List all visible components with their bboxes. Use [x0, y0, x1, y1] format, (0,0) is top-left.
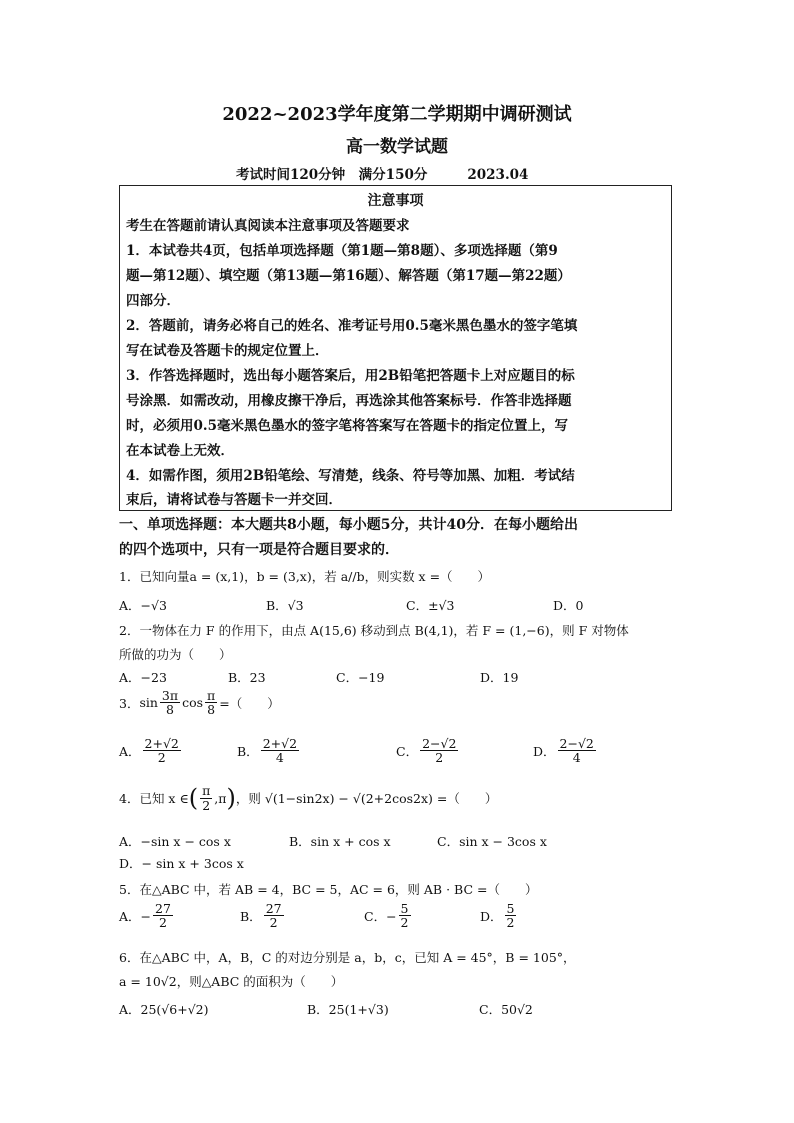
section-heading-cont: 的四个选项中，只有一项是符合题目要求的． [119, 542, 399, 558]
notice-line: 考生在答题前请认真阅读本注意事项及答题要求 [126, 218, 410, 234]
q4-option-d: D．− sin x + 3cos x [119, 856, 244, 871]
q1-condition: ，若 a//b，则实数 x =（ ） [311, 569, 491, 584]
q5-option-a: A．− $\frac{27}{2}$ [119, 901, 171, 931]
notice-line: 时，必须用0.5毫米黑色墨水的签字笔将答案写在答题卡的指定位置上，写 [126, 418, 568, 434]
q3-option-a: A． $\frac{2+√2}{2}$ [119, 736, 179, 766]
q5-option-b: B． $\frac{27}{2}$ [240, 901, 282, 931]
q6-option-c: C．50√2 [479, 1002, 533, 1017]
question-2-cont: 所做的功为（ ） [119, 647, 232, 662]
q1-vector-b: b = (3,x) [256, 569, 312, 584]
q1-option-d: D．0 [553, 598, 584, 613]
notice-line: 3．作答选择题时，选出每小题答案后，用2B铅笔把答题卡上对应题目的标 [126, 368, 575, 384]
q3-option-c: C． $\frac{2-√2}{2}$ [396, 736, 457, 766]
q3-sin: sin [139, 695, 158, 711]
notice-line: 1．本试卷共4页，包括单项选择题（第1题—第8题）、多项选择题（第9 [126, 243, 558, 259]
q3-fraction-2: $\frac{\pi}{8}$ [207, 688, 216, 718]
notice-line: 号涂黑．如需改动，用橡皮擦干净后，再选涂其他答案标号．作答非选择题 [126, 393, 572, 409]
notice-box [119, 185, 672, 511]
q1-option-a: A．−√3 [119, 598, 167, 613]
q4-fraction: $\frac{\pi}{2}$ [202, 783, 211, 813]
q3-tail: =（ ） [219, 695, 280, 711]
exam-title: 2022~2023学年度第二学期期中调研测试 [222, 104, 572, 125]
q4-mid: ,π [214, 790, 227, 806]
q1-vector-a: a = (x,1) [189, 569, 245, 584]
question-6: 6．在△ABC 中，A，B，C 的对边分别是 a，b，c，已知 A = 45°，B = 105°， [119, 950, 576, 965]
question-2: 2．一物体在力 F 的作用下，由点 A(15,6) 移动到点 B(4,1)，若 F = (1,−6)，则 F 对物体 [119, 623, 629, 638]
q4-pre: 4．已知 x ∈ [119, 791, 189, 806]
q3-option-b: B． $\frac{2+√2}{4}$ [237, 736, 298, 766]
q2-option-c: C．−19 [336, 670, 385, 685]
exam-date: 2023.04 [467, 167, 529, 183]
q5-option-d: D． $\frac{5}{2}$ [480, 901, 515, 931]
q4-option-a: A．−sin x − cos x [119, 834, 231, 849]
notice-line: 在本试卷上无效． [126, 443, 234, 459]
notice-line: 束后，请将试卷与答题卡一并交回． [126, 492, 342, 508]
notice-line: 4．如需作图，须用2B铅笔绘、写清楚，线条、符号等加黑、加粗．考试结 [126, 468, 575, 484]
exam-subtitle: 高一数学试题 [346, 137, 448, 157]
q3-cos: cos [182, 695, 204, 711]
notice-line: 写在试卷及答题卡的规定位置上． [126, 343, 329, 359]
q2-option-a: A．−23 [119, 670, 167, 685]
exam-meta [236, 163, 528, 183]
question-1 [119, 567, 490, 585]
q3-option-d: D． $\frac{2-√2}{4}$ [533, 736, 594, 766]
q2-option-d: D．19 [480, 670, 519, 685]
q1-mid: ， [244, 569, 257, 584]
q4-option-c: C．sin x − 3cos x [437, 834, 547, 849]
q6-option-b: B．25(1+√3) [307, 1002, 389, 1017]
question-6-cont: a = 10√2，则△ABC 的面积为（ ） [119, 974, 344, 989]
q2-option-b: B．23 [228, 670, 266, 685]
q3-num: 3． [119, 695, 140, 711]
notice-line: 2．答题前，请务必将自己的姓名、准考证号用0.5毫米黑色墨水的签字笔填 [126, 318, 578, 334]
notice-line: 四部分． [126, 293, 180, 309]
notice-line: 题—第12题）、填空题（第13题—第16题）、解答题（第17题—第22题） [126, 268, 571, 284]
section-heading: 一、单项选择题：本大题共8小题，每小题5分，共计40分．在每小题给出 [119, 517, 578, 533]
q1-option-c: C．±√3 [406, 598, 455, 613]
q4-tail: ，则 √(1−sin2x) − √(2+2cos2x) =（ ） [235, 791, 498, 806]
question-5: 5．在△ABC 中，若 AB = 4，BC = 5，AC = 6，则 AB · BC =（ ） [119, 882, 538, 897]
q1-pre: 1．已知向量 [119, 569, 190, 584]
question-4: 4．已知 x ∈ ( $\frac{\pi}{2}$ ,π ) ，则 √(1−sin2x) − √(2+2cos2x) =（ ） [119, 783, 498, 813]
q5-option-c: C．− $\frac{5}{2}$ [364, 901, 409, 931]
q3-fraction-1: $\frac{3\pi}{8}$ [161, 688, 179, 718]
q4-option-b: B．sin x + cos x [289, 834, 391, 849]
q1-option-b: B．√3 [266, 598, 304, 613]
exam-info: 考试时间120分钟 满分150分 [236, 167, 428, 183]
notice-title: 注意事项 [367, 193, 424, 209]
question-3 [119, 689, 280, 716]
q6-option-a: A．25(√6+√2) [119, 1002, 209, 1017]
